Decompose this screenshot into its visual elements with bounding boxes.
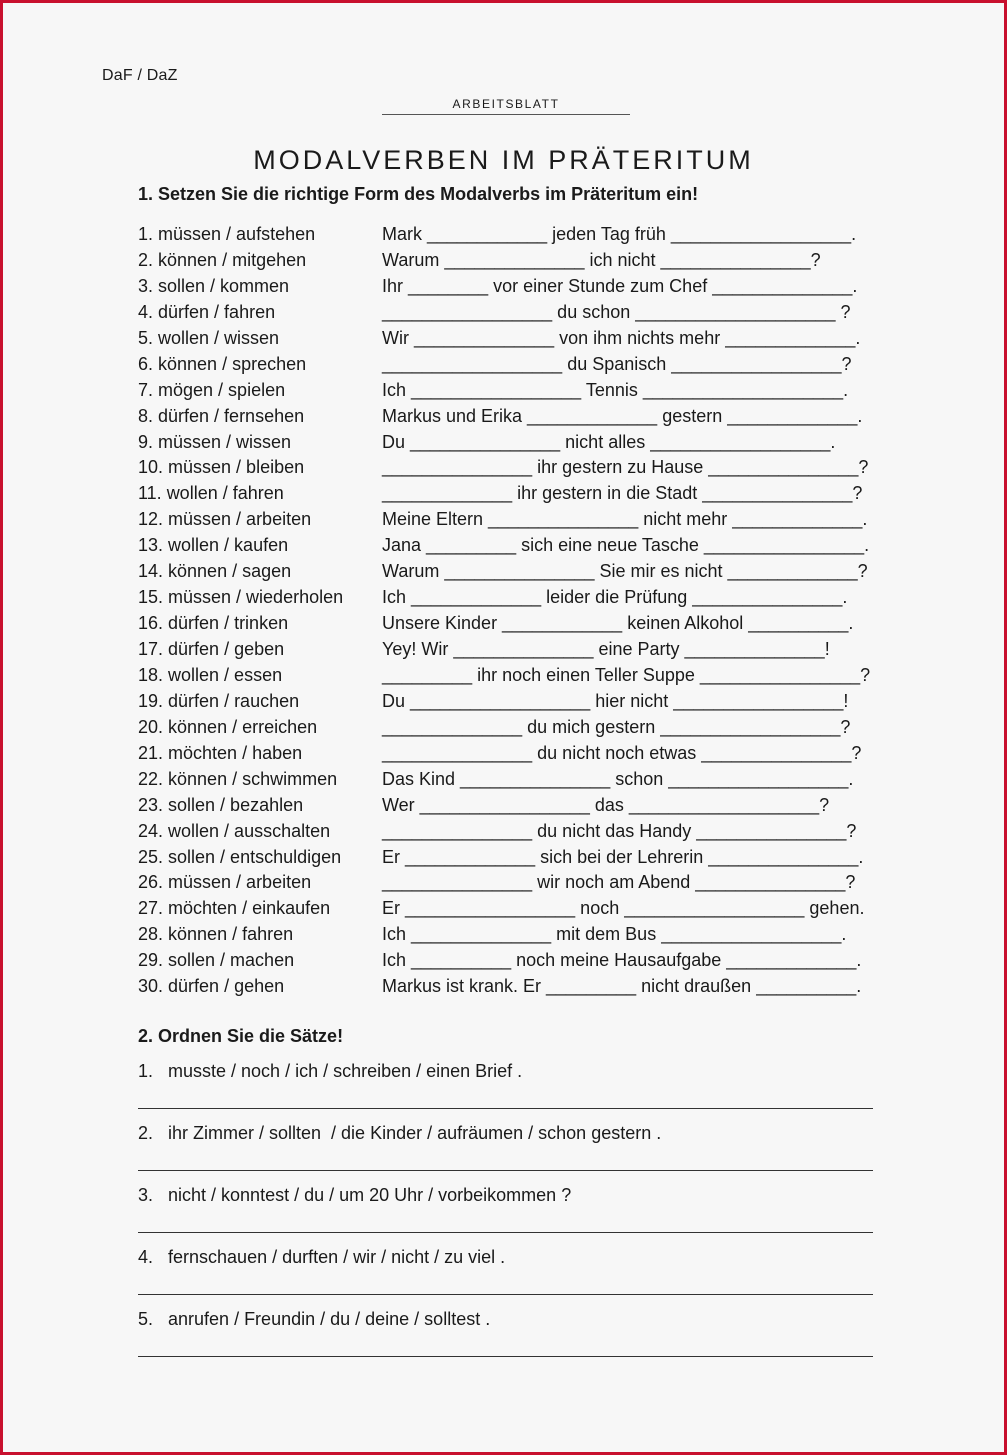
- page-title: MODALVERBEN IM PRÄTERITUM: [253, 145, 754, 176]
- exercise-cue: 6. können / sprechen: [138, 353, 307, 374]
- exercise-row: [138, 819, 878, 845]
- exercise-list: [138, 222, 878, 1000]
- exercise-row: [138, 559, 878, 585]
- exercise-row: [138, 300, 878, 326]
- exercise-cue: 25. sollen / entschuldigen: [138, 846, 342, 867]
- exercise-sentence: Du __________________ hier nicht _________________!: [382, 690, 849, 711]
- section2-heading: 2. Ordnen Sie die Sätze!: [138, 1026, 344, 1046]
- exercise-cue: 28. können / fahren: [138, 924, 294, 945]
- exercise-row: [138, 793, 878, 819]
- reorder-item: [138, 1184, 873, 1246]
- exercise-sentence: Markus ist krank. Er _________ nicht draußen __________.: [382, 976, 862, 997]
- exercise-sentence: __________________ du Spanisch _________________?: [382, 353, 852, 374]
- exercise-cue: 23. sollen / bezahlen: [138, 794, 304, 815]
- exercise-sentence: Yey! Wir ______________ eine Party ______________!: [382, 639, 830, 659]
- exercise-cue: 20. können / erreichen: [138, 716, 318, 737]
- exercise-cue: 16. dürfen / trinken: [138, 613, 289, 634]
- exercise-sentence: _______________ du nicht noch etwas _______________?: [382, 742, 862, 763]
- exercise-sentence: ______________ du mich gestern __________________?: [382, 716, 851, 737]
- exercise-sentence: Du _______________ nicht alles __________________.: [382, 431, 836, 452]
- exercise-sentence: Jana _________ sich eine neue Tasche ________________.: [382, 535, 870, 556]
- exercise-sentence: Warum _______________ Sie mir es nicht _____________?: [382, 561, 868, 582]
- reorder-list: [138, 1060, 873, 1370]
- exercise-cue: 15. müssen / wiederholen: [138, 587, 344, 608]
- exercise-cue: 2. können / mitgehen: [138, 249, 307, 270]
- exercise-row: [138, 481, 878, 507]
- exercise-sentence: Meine Eltern _______________ nicht mehr _____________.: [382, 509, 868, 530]
- answer-line: [138, 1170, 873, 1171]
- exercise-sentence: Mark ____________ jeden Tag früh __________________.: [382, 224, 857, 244]
- exercise-sentence: _______________ du nicht das Handy _______________?: [382, 820, 857, 841]
- exercise-sentence: Wer _________________ das ___________________?: [382, 794, 830, 815]
- exercise-cue: 8. dürfen / fernsehen: [138, 405, 305, 426]
- subject-tag: DaF / DaZ: [102, 67, 178, 84]
- exercise-cue: 5. wollen / wissen: [138, 327, 280, 348]
- exercise-sentence: Warum ______________ ich nicht _______________?: [382, 249, 821, 270]
- exercise-row: [138, 974, 878, 1000]
- exercise-row: [138, 845, 878, 871]
- exercise-cue: 7. mögen / spielen: [138, 379, 286, 400]
- exercise-cue: 29. sollen / machen: [138, 950, 295, 971]
- exercise-cue: 27. möchten / einkaufen: [138, 898, 331, 919]
- exercise-cue: 10. müssen / bleiben: [138, 457, 305, 478]
- reorder-prompt: 3. nicht / konntest / du / um 20 Uhr / vorbeikommen ?: [138, 1185, 572, 1205]
- exercise-row: [138, 870, 878, 896]
- exercise-cue: 9. müssen / wissen: [138, 431, 292, 452]
- exercise-sentence: Er _________________ noch __________________ gehen.: [382, 898, 865, 919]
- exercise-cue: 3. sollen / kommen: [138, 275, 290, 296]
- exercise-row: [138, 922, 878, 948]
- exercise-sentence: Er _____________ sich bei der Lehrerin _______________.: [382, 846, 864, 867]
- exercise-sentence: Ihr ________ vor einer Stunde zum Chef ______________.: [382, 275, 858, 296]
- exercise-row: [138, 741, 878, 767]
- exercise-row: [138, 715, 878, 741]
- answer-line: [138, 1356, 873, 1357]
- section1-heading: 1. Setzen Sie die richtige Form des Modalverbs im Präteritum ein!: [138, 184, 699, 204]
- exercise-sentence: Unsere Kinder ____________ keinen Alkohol __________.: [382, 613, 854, 634]
- exercise-cue: 12. müssen / arbeiten: [138, 509, 312, 530]
- exercise-cue: 13. wollen / kaufen: [138, 535, 289, 556]
- exercise-sentence: _____________ ihr gestern in die Stadt _______________?: [382, 483, 863, 504]
- exercise-row: [138, 455, 878, 481]
- exercise-row: [138, 378, 878, 404]
- reorder-prompt: 5. anrufen / Freundin / du / deine / solltest .: [138, 1309, 491, 1329]
- exercise-sentence: Ich ______________ mit dem Bus __________________.: [382, 924, 847, 945]
- exercise-row: [138, 585, 878, 611]
- exercise-cue: 14. können / sagen: [138, 561, 292, 582]
- exercise-sentence: Markus und Erika _____________ gestern _____________.: [382, 405, 863, 426]
- exercise-cue: 17. dürfen / geben: [138, 639, 285, 659]
- exercise-row: [138, 248, 878, 274]
- exercise-row: [138, 326, 878, 352]
- exercise-sentence: Ich __________ noch meine Hausaufgabe _____________.: [382, 950, 862, 971]
- exercise-row: [138, 948, 878, 974]
- exercise-row: [138, 767, 878, 793]
- reorder-prompt: 2. ihr Zimmer / sollten / die Kinder / aufräumen / schon gestern .: [138, 1123, 662, 1143]
- reorder-prompt: 4. fernschauen / durften / wir / nicht / zu viel .: [138, 1247, 506, 1267]
- exercise-row: [138, 352, 878, 378]
- exercise-row: [138, 663, 878, 689]
- exercise-sentence: Ich _________________ Tennis ____________________.: [382, 379, 849, 400]
- answer-line: [138, 1294, 873, 1295]
- exercise-cue: 18. wollen / essen: [138, 664, 283, 685]
- exercise-sentence: _________________ du schon ____________________ ?: [382, 301, 851, 322]
- reorder-item: [138, 1308, 873, 1370]
- exercise-cue: 26. müssen / arbeiten: [138, 872, 312, 893]
- exercise-sentence: Das Kind _______________ schon __________________.: [382, 768, 854, 789]
- reorder-item: [138, 1246, 873, 1308]
- exercise-sentence: Ich _____________ leider die Prüfung _______________.: [382, 587, 848, 608]
- exercise-row: [138, 533, 878, 559]
- exercise-row: [138, 896, 878, 922]
- exercise-cue: 4. dürfen / fahren: [138, 301, 276, 322]
- exercise-sentence: _________ ihr noch einen Teller Suppe ________________?: [382, 664, 871, 685]
- exercise-row: [138, 611, 878, 637]
- exercise-row: [138, 637, 878, 663]
- reorder-item: [138, 1122, 873, 1184]
- answer-line: [138, 1232, 873, 1233]
- exercise-row: [138, 404, 878, 430]
- sheet-label: ARBEITSBLATT: [382, 97, 630, 115]
- exercise-row: [138, 430, 878, 456]
- exercise-row: [138, 222, 878, 248]
- exercise-row: [138, 507, 878, 533]
- exercise-row: [138, 689, 878, 715]
- reorder-item: [138, 1060, 873, 1122]
- exercise-cue: 11. wollen / fahren: [138, 483, 284, 504]
- exercise-cue: 22. können / schwimmen: [138, 768, 338, 789]
- exercise-cue: 1. müssen / aufstehen: [138, 224, 316, 244]
- exercise-cue: 30. dürfen / gehen: [138, 976, 285, 997]
- exercise-row: [138, 274, 878, 300]
- exercise-cue: 24. wollen / ausschalten: [138, 820, 331, 841]
- exercise-sentence: Wir ______________ von ihm nichts mehr _____________.: [382, 327, 861, 348]
- exercise-cue: 19. dürfen / rauchen: [138, 690, 300, 711]
- exercise-sentence: _______________ wir noch am Abend _______________?: [382, 872, 856, 893]
- reorder-prompt: 1. musste / noch / ich / schreiben / einen Brief .: [138, 1061, 523, 1081]
- answer-line: [138, 1108, 873, 1109]
- exercise-sentence: _______________ ihr gestern zu Hause _______________?: [382, 457, 869, 478]
- exercise-cue: 21. möchten / haben: [138, 742, 303, 763]
